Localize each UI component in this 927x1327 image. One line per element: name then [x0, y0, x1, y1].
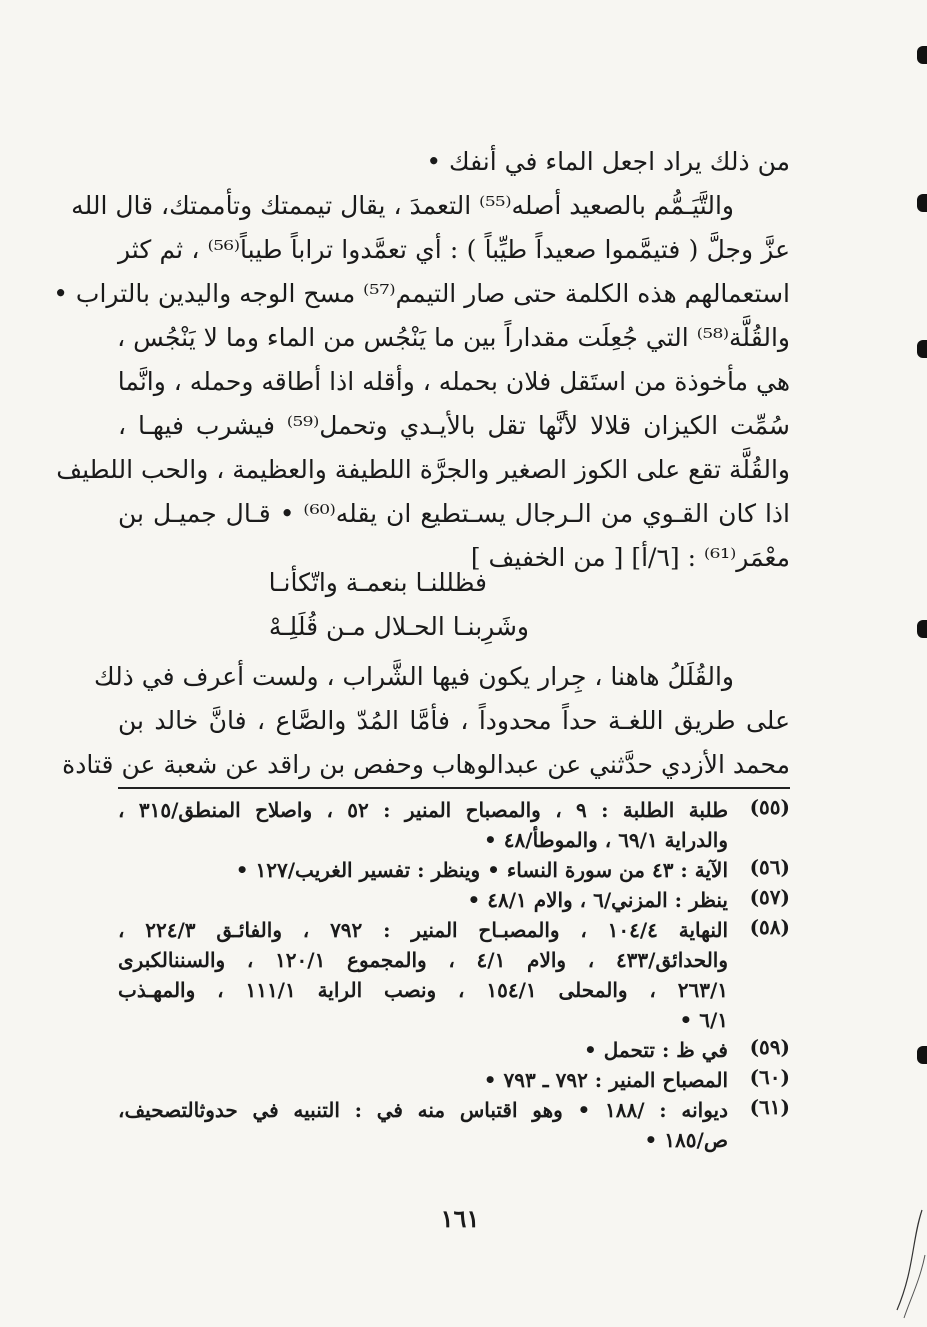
footnote-line: والحدائق/٤٣٣ ، والام ٤/١ ، والمجموع ١٢٠/١ ، والسننالكبرى [118, 948, 728, 972]
text-line: عزَّ وجلَّ ( فتيمَّموا صعيداً طيِّباً ) : أي تعمَّدوا تراباً طيباً⁽⁵⁶⁾ ، ثم كثر [118, 235, 790, 264]
binding-mark [917, 340, 927, 358]
footnote [118, 1095, 790, 1155]
footnote [118, 795, 790, 855]
text-line: والتَّيَـمُّم بالصعيد أصله⁽⁵⁵⁾ التعمدَ ، يقال تيممتك وتأممتك، قال الله [71, 191, 734, 220]
footnote-number: (٥٨) [749, 915, 790, 939]
text-line: محمد الأزدي حدَّثني عن عبدالوهاب وحفص بن راقد عن شعبة عن قتادة [62, 750, 790, 779]
footnote-number: (٥٦) [749, 855, 790, 879]
footnote-line: النهاية ١٠٤/٤ ، والمصبـاح المنير : ٧٩٢ ، والفائـق ٢٢٤/٣ ، [118, 918, 729, 942]
footnote [118, 915, 790, 1035]
text-line: سُمِّت الكيزان قلالا لأنَّها تقل بالأيـدي وتحمل⁽⁵⁹⁾ فيشرب فيهـا ، [118, 411, 790, 440]
binding-mark [917, 620, 927, 638]
footnote-line: ٦/١ • [679, 1008, 728, 1032]
footnote [118, 1065, 790, 1095]
footnote-line: الآية : ٤٣ من سورة النساء • وينظر : تفسير الغريب/١٢٧ • [235, 858, 728, 882]
binding-mark [917, 46, 927, 64]
page-edge-curve [892, 1210, 927, 1320]
footnote-number: (٥٩) [749, 1035, 790, 1059]
poem-verse-2: وشَرِبنـا الحـلال مـن قُلَلِـهْ [268, 612, 529, 641]
text-line: والقُلَّة تقع على الكوز الصغير والجرَّة اللطيفة والعظيمة ، والحب اللطيف [56, 455, 790, 484]
text-line: اذا كان القـوي من الـرجال يسـتطيع ان يقله⁽⁶⁰⁾ • قـال جميـل بن [118, 499, 790, 528]
page-number: ١٦١ [440, 1204, 480, 1233]
footnote-line: طلبة الطلبة : ٩ ، والمصباح المنير : ٥٢ ، واصلاح المنطق/٣١٥ ، [118, 798, 728, 822]
binding-mark [917, 1046, 927, 1064]
footnote [118, 855, 790, 885]
footnote [118, 885, 790, 915]
footnote-line: ديوانه : /١٨٨ • وهو اقتباس منه في : التنبيه في حدوثالتصحيف، [118, 1098, 729, 1122]
footnote-line: في ظ : تتحمل • [584, 1038, 728, 1062]
text-line: والقُلَّة⁽⁵⁸⁾ التي جُعِلَت مقداراً بين ما يَنْجُس من الماء وما لا يَنْجُس ، [117, 323, 790, 352]
footnote-number: (٦١) [749, 1095, 790, 1119]
text-line: على طريق اللغـة حداً محدوداً ، فأمَّا المُدّ والصَّاع ، فانَّ خالد بن [118, 706, 790, 735]
text-line: والقُلَلُ هاهنا ، جِرار يكون فيها الشَّراب ، ولست أعرف في ذلك [94, 662, 734, 691]
footnote-separator [118, 787, 790, 789]
footnote-line: ينظر : المزني/٦ ، والام ٤٨/١ • [467, 888, 728, 912]
poem-verse-1: فظللنـا بنعمـة واتّكأنـا [268, 568, 487, 597]
footnote [118, 1035, 790, 1065]
footnotes [118, 795, 790, 1155]
text-line: معْمَر⁽⁶¹⁾ : [٦/أ] [ من الخفيف ] [470, 543, 790, 572]
binding-mark [917, 194, 927, 212]
footnote-line: ٢٦٣/١ ، والمحلى ١٥٤/١ ، ونصب الراية ١١١/١ ، والمهـذب [118, 978, 729, 1002]
main-text [53, 140, 790, 580]
footnote-line: ص/١٨٥ • [644, 1128, 728, 1152]
text-line: من ذلك يراد اجعل الماء في أنفك • [426, 147, 790, 176]
footnote-number: (٥٥) [749, 795, 790, 819]
footnote-number: (٥٧) [749, 885, 790, 909]
text-line: هي مأخوذة من استَقل فلان بحمله ، وأقله اذا أطاقه وحمله ، وانَّما [117, 367, 790, 396]
footnote-number: (٦٠) [749, 1065, 790, 1089]
footnote-line: والدراية ٦٩/١ ، والموطأ/٤٨ • [484, 828, 728, 852]
text-line: استعمالهم هذه الكلمة حتى صار التيمم⁽⁵⁷⁾ مسح الوجه واليدين بالتراب • [53, 279, 790, 308]
main-text-continued [62, 655, 790, 787]
footnote-line: المصباح المنير : ٧٩٢ ـ ٧٩٣ • [483, 1068, 728, 1092]
